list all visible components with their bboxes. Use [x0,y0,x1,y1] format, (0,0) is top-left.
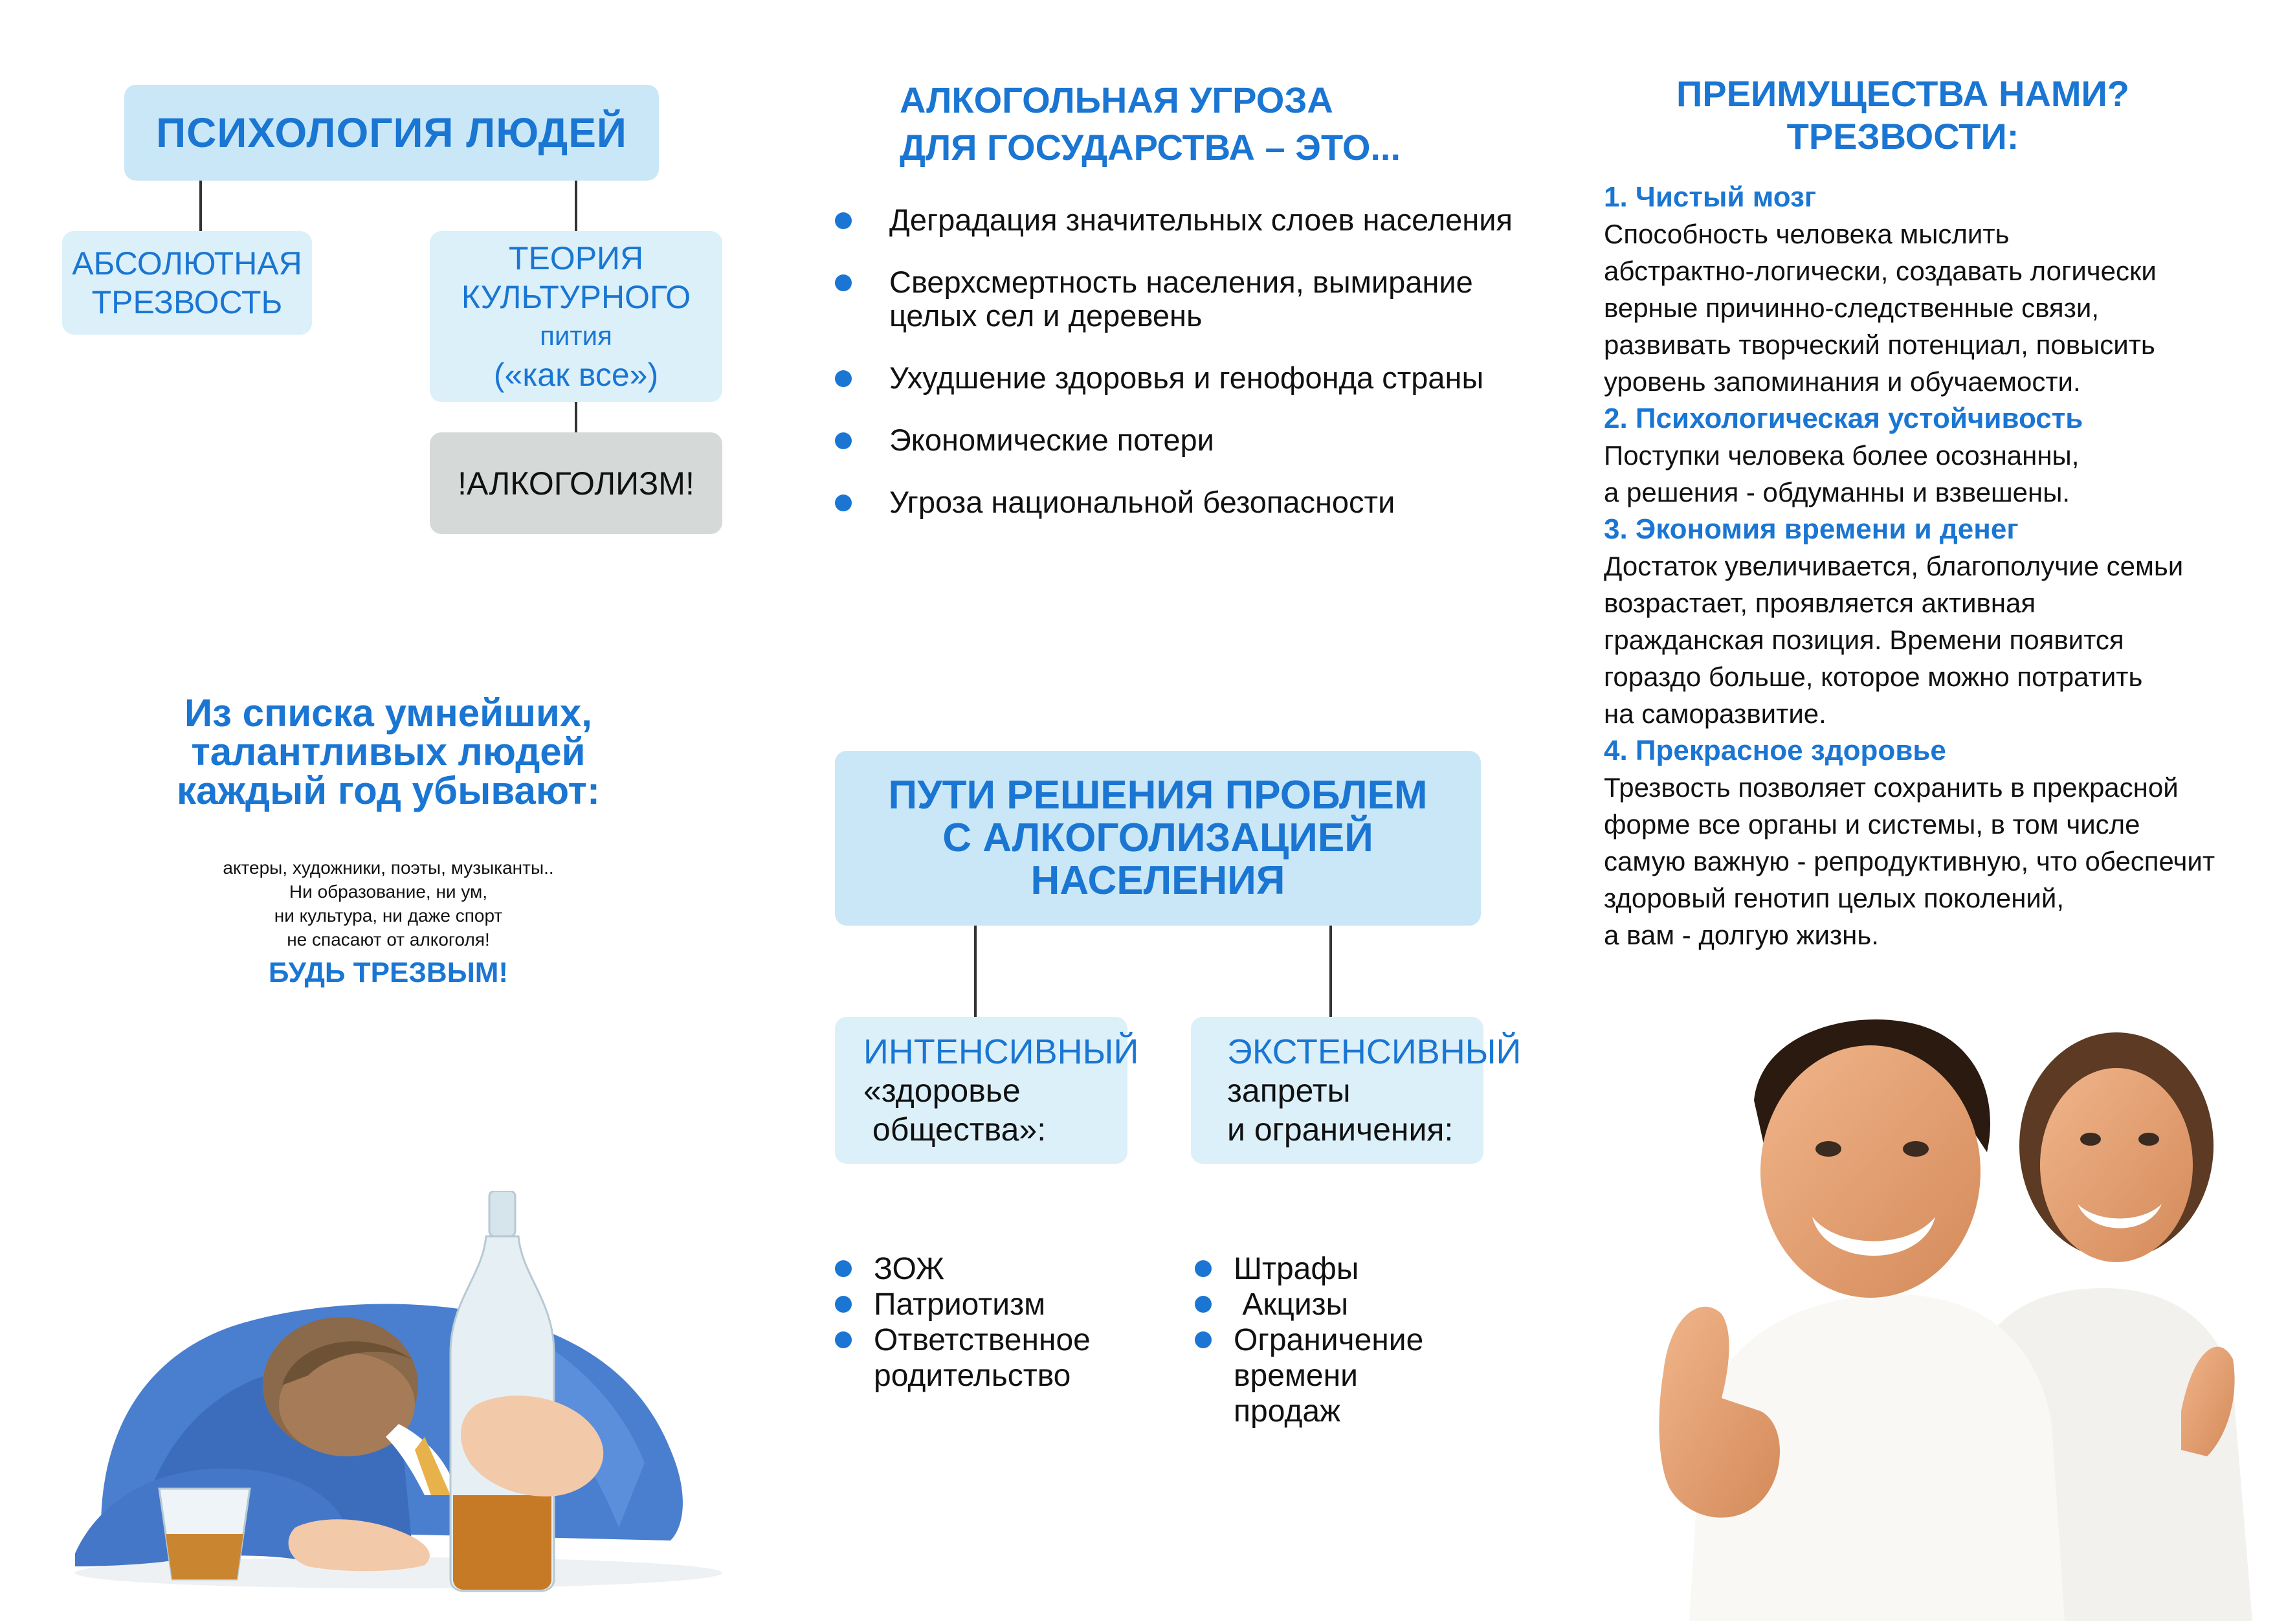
advantage-line: верные причинно-следственные связи, [1604,293,2100,323]
smart-title-line: каждый год убывают: [177,769,600,812]
advantage-line: на саморазвитие. [1604,698,1826,729]
connector-line [974,926,977,1017]
smart-people-text [162,856,615,951]
bullet-icon [835,495,852,511]
solutions-title-line: НАСЕЛЕНИЯ [1030,858,1285,903]
measure-text: Штрафы [1234,1252,1359,1286]
advantages-title-line: ПРЕИМУЩЕСТВА НАМИ? [1676,73,2129,114]
list-item [1195,1287,1467,1322]
list-item [835,265,1534,333]
threat-text: Угроза национальной безопасности [889,485,1395,519]
bullet-icon [835,1296,852,1313]
advantage-line: уровень запоминания и обучаемости. [1604,366,2081,397]
list-item [835,1287,1107,1322]
advantages-title-line: ТРЕЗВОСТИ: [1786,116,2019,157]
solutions-title-line: ПУТИ РЕШЕНИЯ ПРОБЛЕМ [888,773,1428,818]
list-item [835,423,1534,457]
list-item [835,1251,1107,1287]
advantage-item [1604,732,2258,953]
list-item [1195,1322,1467,1429]
connector-line [575,181,577,231]
smart-text-line: Ни образование, ни ум, [289,882,488,902]
measure-text: Ограничение [1234,1323,1424,1357]
measure-text: Акцизы [1234,1287,1349,1322]
advantage-line: развивать творческий потенциал, повысить [1604,329,2155,360]
psychology-title-text: ПСИХОЛОГИЯ ЛЮДЕЙ [156,109,627,156]
advantage-line: Достаток увеличивается, благополучие семьи [1604,551,2184,581]
advantage-item [1604,400,2258,511]
smiling-couple-photo [1650,1010,2252,1621]
threat-title-line: АЛКОГОЛЬНАЯ УГРОЗА [900,80,1333,120]
bullet-icon [1195,1331,1212,1348]
list-item [1195,1251,1467,1287]
advantage-item [1604,179,2258,400]
threat-text: Сверхсмертность населения, вымирание [889,265,1473,299]
advantage-heading: 3. Экономия времени и денег [1604,513,2019,545]
advantage-line: форме все органы и системы, в том числе [1604,809,2140,840]
measure-text: продаж [1234,1394,1341,1429]
measure-text: Ответственное [874,1323,1091,1357]
threat-list [835,203,1534,548]
be-sober-slogan: БУДЬ ТРЕЗВЫМ! [268,957,509,988]
extensive-title: ЭКСТЕНСИВНЫЙ [1227,1032,1522,1071]
absolute-sobriety-box [62,231,312,335]
connector-line [199,181,202,231]
list-item [835,203,1534,237]
bullet-icon [835,1331,852,1348]
bullet-icon [835,370,852,387]
bullet-icon [835,432,852,449]
smart-title-line: талантливых людей [191,730,586,773]
bullet-icon [1195,1296,1212,1313]
measure-text: Патриотизм [874,1287,1046,1322]
extensive-way-box [1191,1017,1522,1164]
connector-line [575,402,577,432]
advantage-line: а вам - долгую жизнь. [1604,920,1879,950]
bullet-icon [1195,1260,1212,1277]
cultural-drinking-line: ТЕОРИЯ [508,240,644,276]
cultural-drinking-line: КУЛЬТУРНОГО [461,279,691,315]
threat-text: Ухудшение здоровья и генофонда страны [889,361,1484,395]
psychology-title [124,85,659,181]
drunk-man-photo [62,1191,735,1592]
alcoholism-text: !АЛКОГОЛИЗМ! [458,465,694,502]
connector-line [1329,926,1332,1017]
smart-text-line: не спасают от алкоголя! [287,929,490,950]
threat-text: Деградация значительных слоев населения [889,203,1513,237]
advantages-list [1604,179,2258,953]
measure-text: времени [1234,1359,1358,1393]
measure-text: ЗОЖ [874,1252,945,1286]
absolute-sobriety-line: АБСОЛЮТНАЯ [72,245,302,282]
advantage-line: гораздо больше, которое можно потратить [1604,662,2143,692]
advantage-line: Трезвость позволяет сохранить в прекрасной [1604,772,2179,803]
smart-text-line: ни культура, ни даже спорт [274,906,503,926]
solutions-title-box [835,751,1481,926]
advantage-line: абстрактно-логически, создавать логически [1604,256,2157,286]
advantage-heading: 4. Прекрасное здоровье [1604,735,1946,766]
list-item [835,361,1534,395]
smart-people-title [104,691,673,812]
bullet-icon [835,1260,852,1277]
advantage-line: самую важную - репродуктивную, что обеспечит [1604,846,2215,876]
cultural-drinking-box [430,231,722,402]
list-item [835,485,1534,519]
smart-text-line: актеры, художники, поэты, музыканты.. [223,858,554,878]
advantage-line: здоровый генотип целых поколений, [1604,883,2064,913]
extensive-text: запреты [1227,1073,1351,1109]
advantages-title [1547,72,2259,158]
cultural-drinking-line: пития [540,320,612,351]
threat-text: Экономические потери [889,423,1214,457]
advantage-item [1604,511,2258,732]
intensive-measures-list [835,1251,1107,1394]
advantage-line: Поступки человека более осознанны, [1604,440,2080,471]
intensive-text: «здоровье [863,1073,1021,1109]
intensive-title: ИНТЕНСИВНЫЙ [863,1032,1139,1071]
intensive-way-box [835,1017,1139,1164]
advantage-line: возрастает, проявляется активная [1604,588,2036,618]
extensive-text: и ограничения: [1227,1111,1454,1148]
intensive-text: общества»: [863,1111,1047,1148]
threat-title [900,76,1482,171]
absolute-sobriety-line: ТРЕЗВОСТЬ [91,284,283,320]
measure-text: родительство [874,1359,1071,1393]
list-item [835,1322,1107,1394]
bullet-icon [835,212,852,229]
threat-text: целых сел и деревень [889,298,1203,333]
advantage-heading: 2. Психологическая устойчивость [1604,403,2083,434]
advantage-line: Способность человека мыслить [1604,219,2010,249]
extensive-measures-list [1195,1251,1467,1429]
smart-title-line: Из списка умнейших, [184,691,592,735]
bullet-icon [835,274,852,291]
threat-title-line: ДЛЯ ГОСУДАРСТВА – ЭТО... [900,127,1401,168]
advantage-line: гражданская позиция. Времени появится [1604,625,2124,655]
solutions-title-line: С АЛКОГОЛИЗАЦИЕЙ [942,816,1373,860]
advantage-heading: 1. Чистый мозг [1604,181,1817,213]
alcoholism-box [430,432,722,534]
advantage-line: а решения - обдуманны и взвешены. [1604,477,2070,507]
cultural-drinking-line: («как все») [493,357,659,393]
